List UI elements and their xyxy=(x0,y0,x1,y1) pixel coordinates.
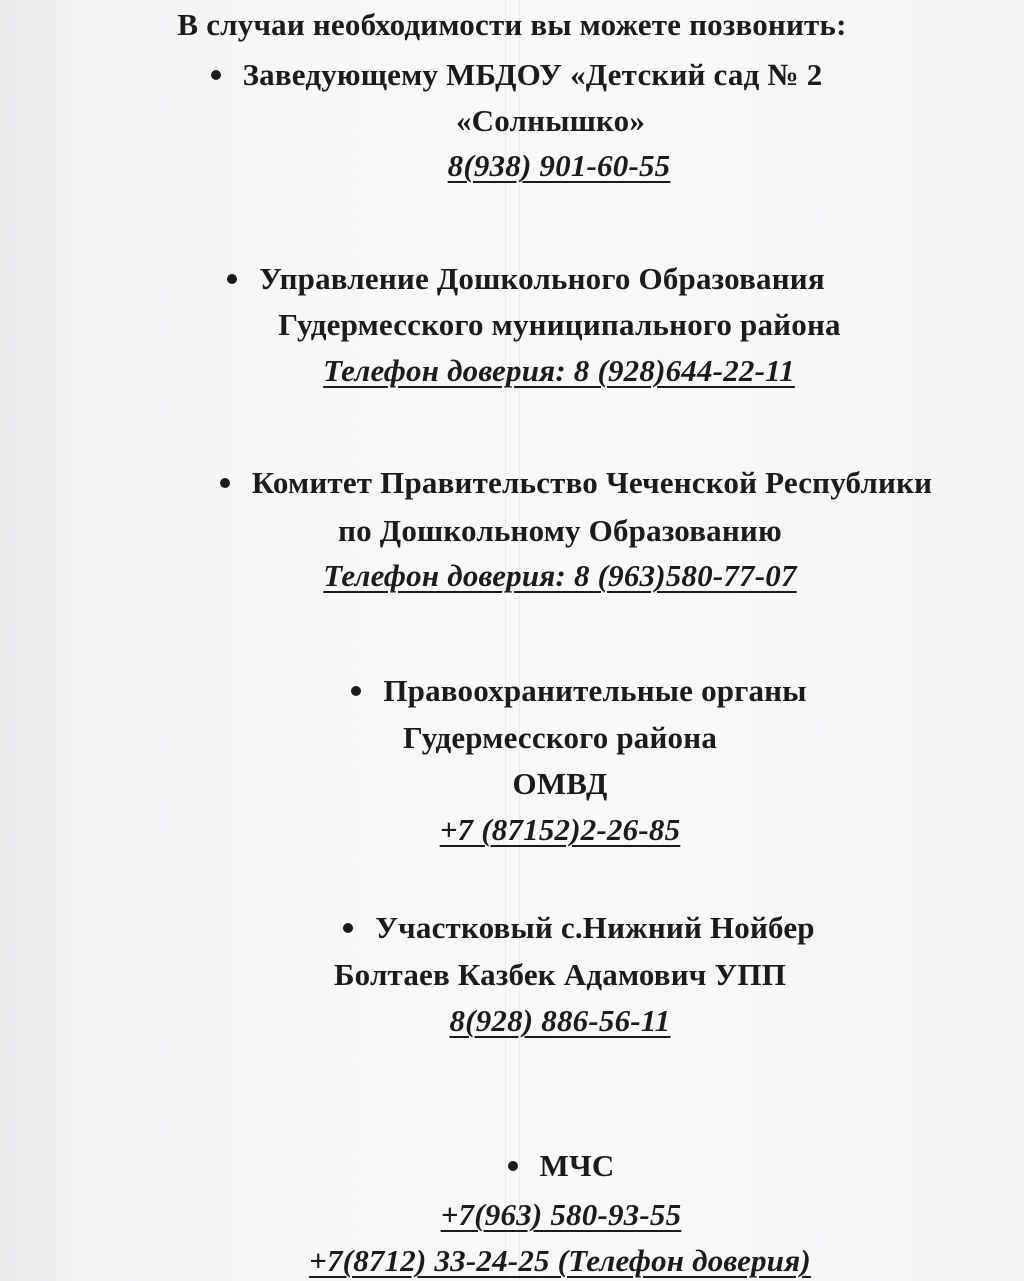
contact-3-title: Комитет Правительство Чеченской Республики xyxy=(0,463,1024,503)
contact-3-phone: Телефон доверия: 8 (963)580-77-07 xyxy=(323,558,797,593)
bullet-icon xyxy=(343,923,353,933)
contact-1-title: Заведующему МБДОУ «Детский сад № 2 xyxy=(0,55,1024,95)
contact-4-title: Правоохранительные органы xyxy=(0,671,1024,711)
contact-5-subtitle: Болтаев Казбек Адамович УПП xyxy=(333,957,787,992)
contact-6-title: МЧС xyxy=(0,1146,1024,1186)
contact-4-phone: +7 (87152)2-26-85 xyxy=(439,812,681,847)
contact-1-phone: 8(938) 901-60-55 xyxy=(447,148,671,183)
contact-5-title: Участковый с.Нижний Нойбер xyxy=(0,908,1024,948)
bullet-icon xyxy=(508,1161,518,1171)
intro-text: В случаи необходимости вы можете позвонить: xyxy=(177,7,847,42)
contact-6-phone-1: +7(963) 580-93-55 xyxy=(440,1197,682,1232)
contact-1-subtitle: «Солнышко» xyxy=(455,103,646,138)
contact-2-title: Управление Дошкольного Образования xyxy=(0,259,1024,299)
bullet-icon xyxy=(220,478,230,488)
bullet-icon xyxy=(227,274,237,284)
contact-2-subtitle: Гудермесского муниципального района xyxy=(278,307,841,342)
contact-4-subtitle-2: ОМВД xyxy=(512,766,608,801)
contact-3-subtitle: по Дошкольному Образованию xyxy=(338,513,782,548)
contact-5-phone: 8(928) 886-56-11 xyxy=(449,1003,671,1038)
contact-2-phone: Телефон доверия: 8 (928)644-22-11 xyxy=(323,353,795,388)
bullet-icon xyxy=(351,686,361,696)
contact-4-subtitle: Гудермесского района xyxy=(402,720,718,755)
contact-6-phone-2: +7(8712) 33-24-25 (Телефон доверия) xyxy=(309,1243,811,1278)
bullet-icon xyxy=(211,70,221,80)
